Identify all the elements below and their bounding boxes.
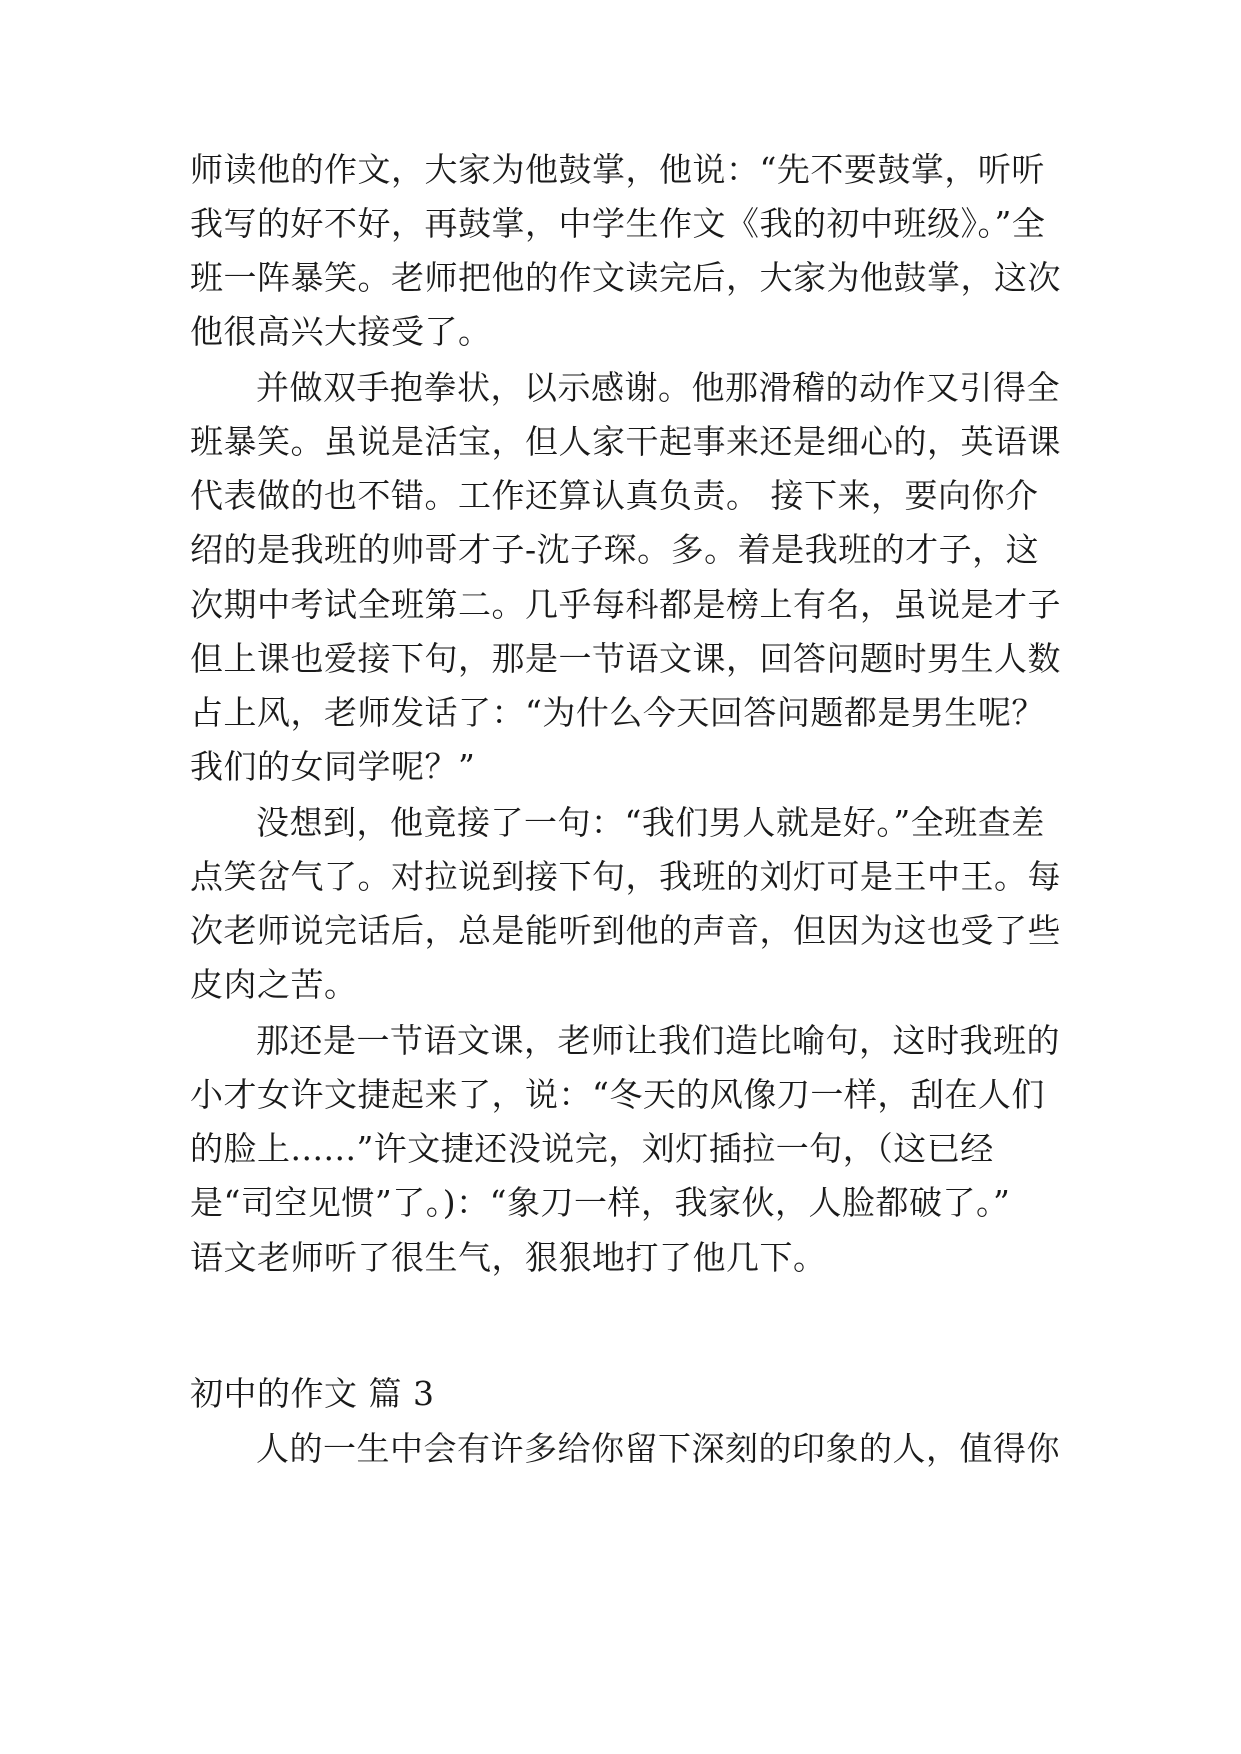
text-line: 那还是一节语文课，老师让我们造比喻句，这时我班的	[256, 1021, 1060, 1060]
text-line: 师读他的作文，大家为他鼓掌，他说：“先不要鼓掌，听听	[190, 150, 1045, 189]
text-line: 班暴笑。虽说是活宝，但人家干起事来还是细心的，英语课	[190, 422, 1061, 461]
text-line: 没想到，他竟接了一句：“我们男人就是好。”全班查差	[256, 803, 1045, 842]
text-line: 但上课也爱接下句，那是一节语文课，回答问题时男生人数	[190, 639, 1061, 678]
text-line: 占上风，老师发话了：“为什么今天回答问题都是男生呢？	[190, 693, 1045, 732]
text-line: 语文老师听了很生气，狠狠地打了他几下。	[190, 1238, 827, 1277]
text-line: 次期中考试全班第二。几乎每科都是榜上有名，虽说是才子	[190, 585, 1061, 624]
text-line: 是“司空见惯”了。)：“象刀一样，我家伙，人脸都破了。”	[190, 1183, 1011, 1222]
text-line: 点笑岔气了。对拉说到接下句，我班的刘灯可是王中王。每	[190, 857, 1061, 896]
text-line: 皮肉之苦。	[190, 965, 358, 1004]
text-line: 我们的女同学呢？”	[190, 747, 476, 786]
section-title: 初中的作文 篇 3	[190, 1374, 435, 1413]
text-line: 并做双手抱拳状，以示感谢。他那滑稽的动作又引得全	[256, 368, 1060, 407]
text-line: 的脸上......”许文捷还没说完，刘灯插拉一句，（这已经	[190, 1129, 994, 1168]
text-line: 我写的好不好，再鼓掌，中学生作文《我的初中班级》。”全	[190, 204, 1046, 243]
text-line: 班一阵暴笑。老师把他的作文读完后，大家为他鼓掌，这次	[190, 258, 1061, 297]
text-line: 人的一生中会有许多给你留下深刻的印象的人，值得你	[256, 1429, 1060, 1468]
text-line: 次老师说完话后，总是能听到他的声音，但因为这也受了些	[190, 911, 1061, 950]
text-line: 绍的是我班的帅哥才子-沈子琛。多。着是我班的才子，这	[190, 530, 1040, 569]
text-line: 代表做的也不错。工作还算认真负责。 接下来，要向你介	[190, 476, 1039, 515]
text-line: 他很高兴大接受了。	[190, 312, 492, 351]
text-line: 小才女许文捷起来了，说：“冬天的风像刀一样，刮在人们	[190, 1075, 1045, 1114]
